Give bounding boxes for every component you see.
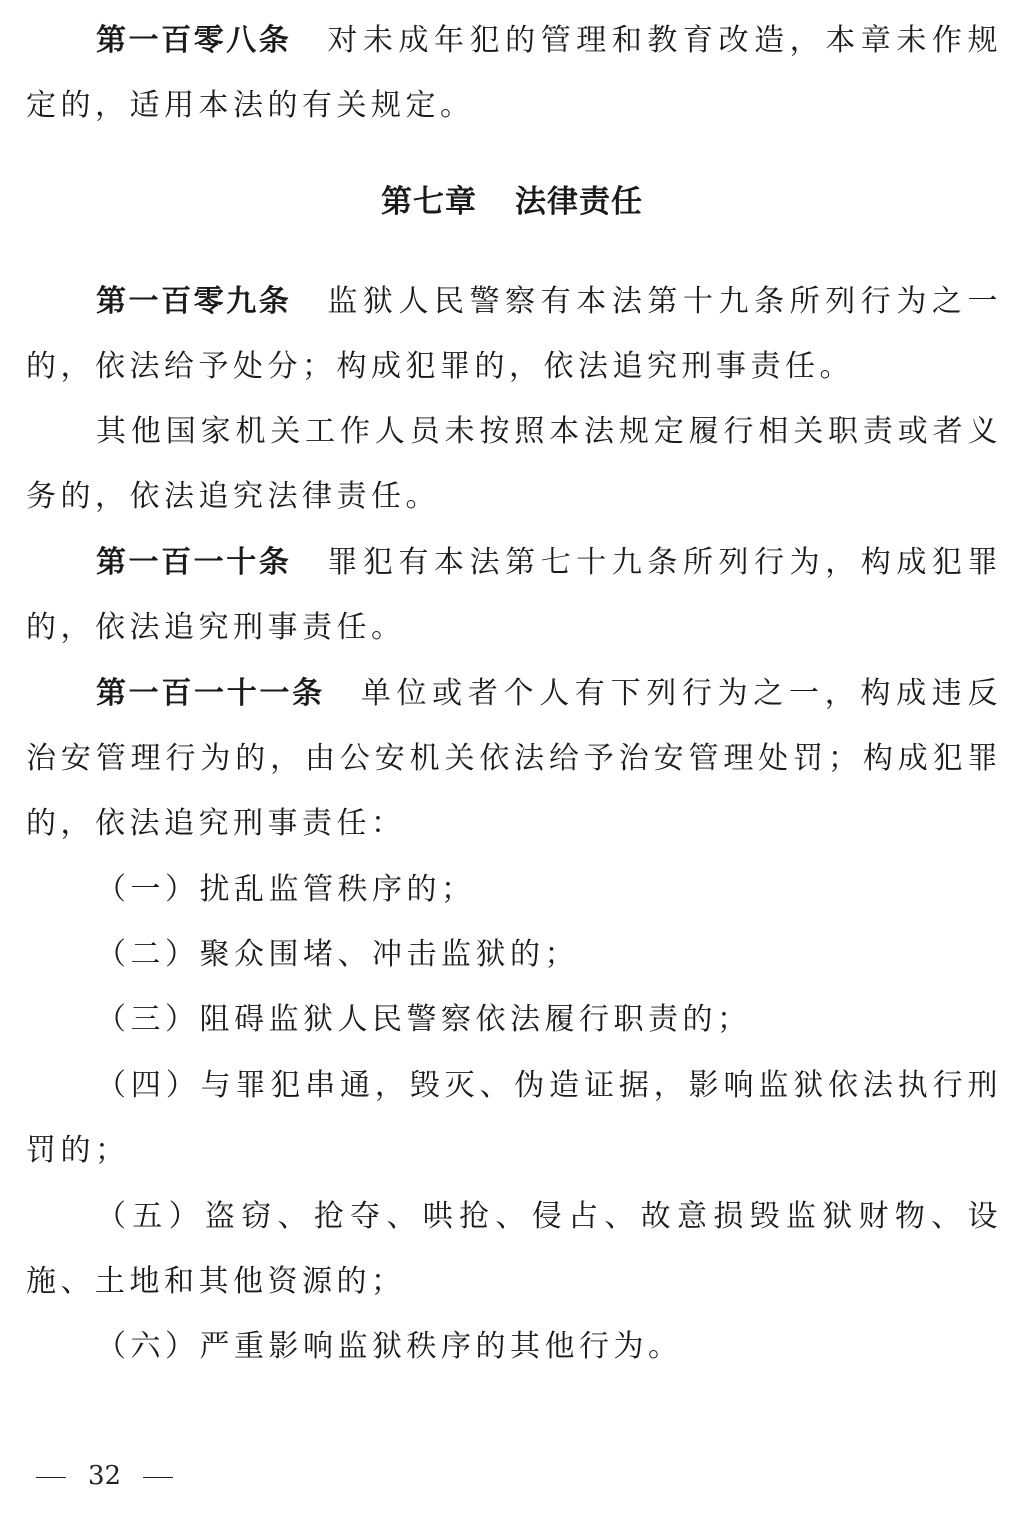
chapter-title: 法律责任 (515, 184, 643, 220)
article-110 (26, 530, 1002, 660)
list-item: （六）严重影响监狱秩序的其他行为。 (96, 1329, 683, 1364)
article-111-label: 第一百一十一条 (96, 676, 325, 711)
list-item: （二）聚众围堵、冲击监狱的； (96, 937, 579, 972)
article-108-text: 对未成年犯的管理和教育改造，本章未作规定的，适用本法的有关规定。 (26, 23, 1002, 123)
article-111 (26, 661, 1002, 856)
article-108-label: 第一百零八条 (96, 23, 292, 58)
article-110-label: 第一百一十条 (96, 545, 292, 580)
page-number: 32 (88, 1461, 122, 1491)
article-109-text: 监狱人民警察有本法第十九条所列行为之一的，依法给予处分；构成犯罪的，依法追究刑事责任。 (26, 284, 1002, 384)
article-110-text: 罪犯有本法第七十九条所列行为，构成犯罪的，依法追究刑事责任。 (26, 545, 1002, 645)
article-109-paragraph-2: 其他国家机关工作人员未按照本法规定履行相关职责或者义务的，依法追究法律责任。 (26, 414, 1002, 514)
list-item: （五）盗窃、抢夺、哄抢、侵占、故意损毁监狱财物、设施、土地和其他资源的； (26, 1199, 1002, 1299)
article-111-text: 单位或者个人有下列行为之一，构成违反治安管理行为的，由公安机关依法给予治安管理处罚；构成犯罪的，依法追究刑事责任： (26, 676, 1002, 841)
article-109-label: 第一百零九条 (96, 284, 292, 319)
list-item: （三）阻碍监狱人民警察依法履行职责的； (96, 1002, 752, 1037)
chapter-heading (0, 172, 1024, 232)
footer-dash-left (36, 1477, 66, 1478)
list-item: （四）与罪犯串通，毁灭、伪造证据，影响监狱依法执行刑罚的； (26, 1068, 1002, 1168)
article-108 (26, 8, 1002, 138)
footer-dash-right (143, 1477, 173, 1478)
list-item: （一）扰乱监管秩序的； (96, 872, 476, 907)
page-footer (36, 1456, 173, 1496)
chapter-number: 第七章 (381, 184, 477, 220)
article-109 (26, 269, 1002, 399)
